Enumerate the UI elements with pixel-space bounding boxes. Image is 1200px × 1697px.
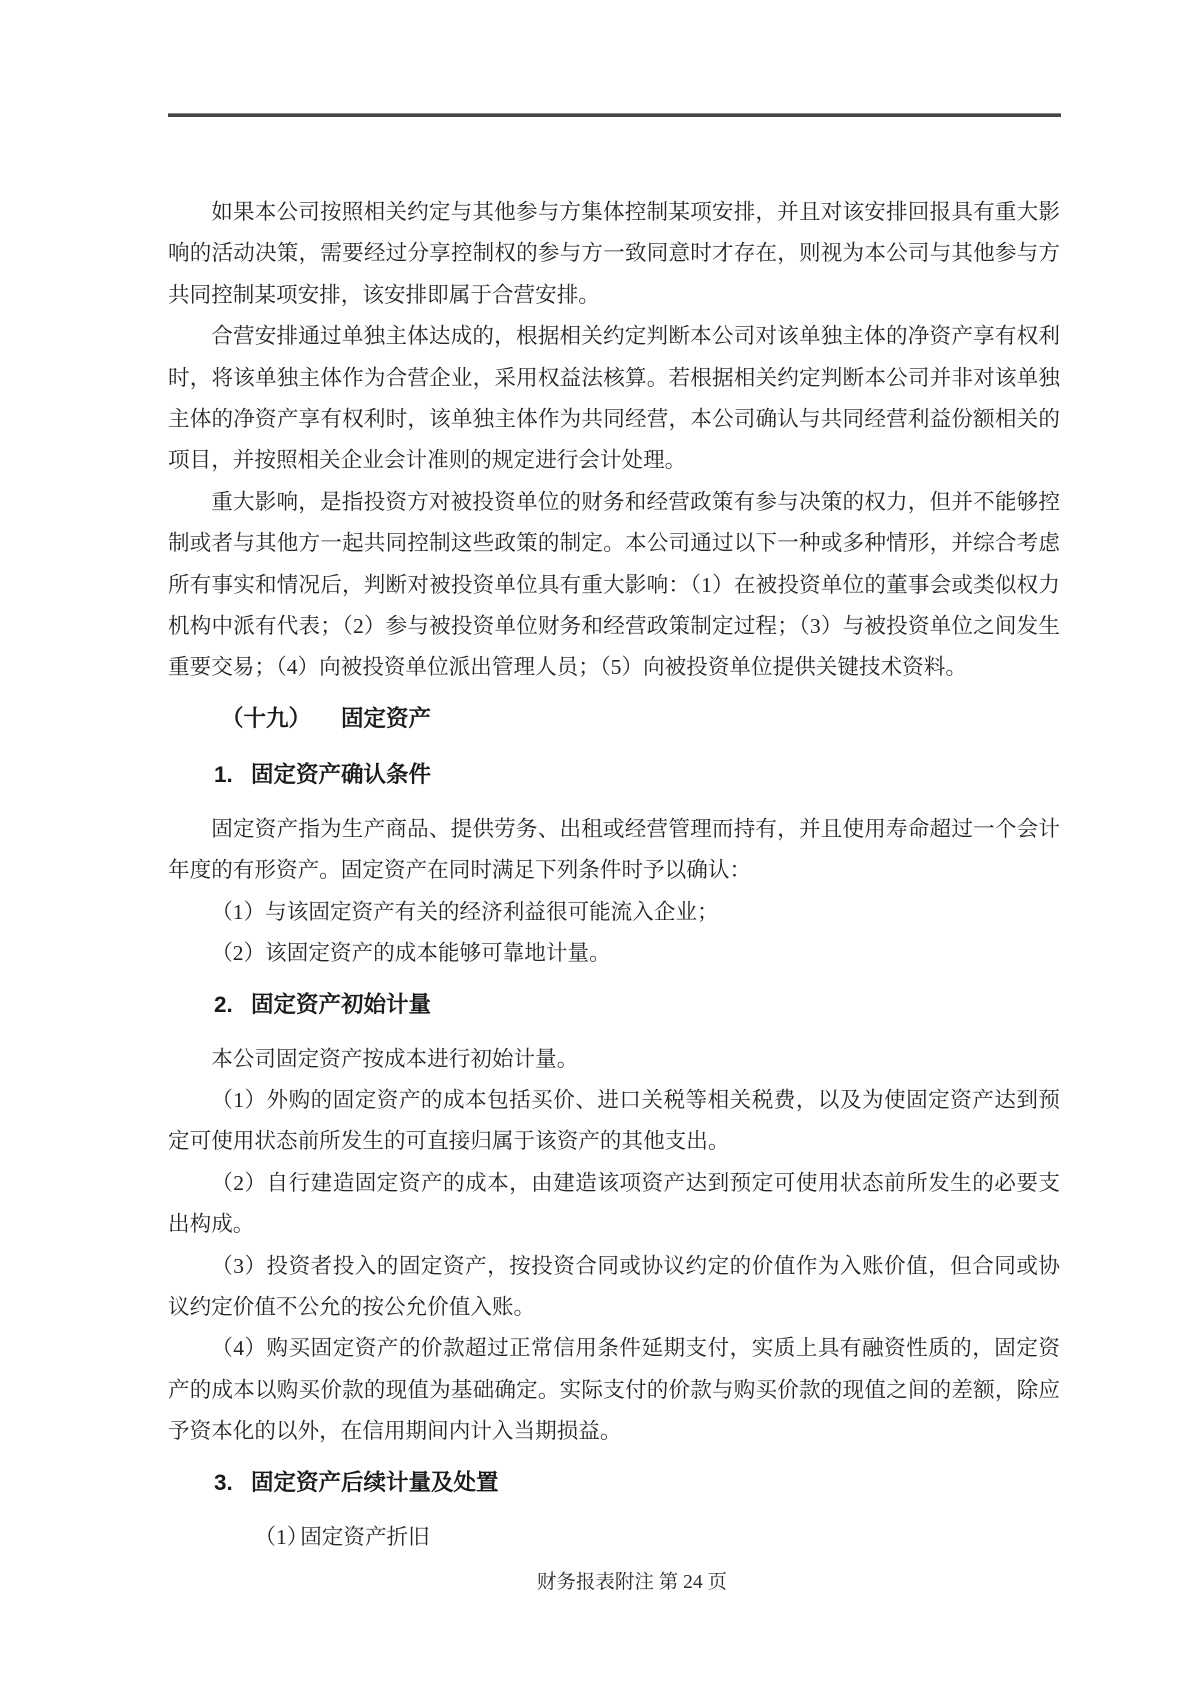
page-footer (186, 1570, 1078, 1596)
paragraph-fixed-asset-definition: 固定资产指为生产商品、提供劳务、出租或经营管理而持有，并且使用寿命超过一个会计年度的有形资产。固定资产在同时满足下列条件时予以确认： (168, 816, 1060, 883)
item-title: 固定资产折旧 (300, 1524, 430, 1549)
document-body (168, 192, 1060, 1558)
list-item-condition-1: （1）与该固定资产有关的经济利益很可能流入企业； (211, 899, 719, 924)
subsection-heading-subsequent-measurement (168, 1467, 1060, 1499)
header-rule (168, 113, 1061, 117)
paragraph-joint-control: 如果本公司按照相关约定与其他参与方集体控制某项安排，并且对该安排回报具有重大影响的活动决策，需要经过分享控制权的参与方一致同意时才存在，则视为本公司与其他参与方共同控制某项安排，该安排即属于合营安排。 (168, 200, 1060, 307)
section-title: 固定资产 (341, 705, 432, 731)
subsection-title: 固定资产后续计量及处置 (251, 1469, 499, 1495)
list-item-deferred-payment: （4）购买固定资产的价款超过正常信用条件延期支付，实质上具有融资性质的，固定资产的成本以购买价款的现值为基础确定。实际支付的价款与购买价款的现值之间的差额，除应予资本化的以外，在信用期间内计入当期损益。 (168, 1336, 1060, 1444)
paragraph-cost-basis: 本公司固定资产按成本进行初始计量。 (211, 1046, 579, 1071)
subsection-number: 2. (214, 991, 233, 1017)
subsection-heading-recognition (168, 759, 1060, 791)
paragraph-joint-venture: 合营安排通过单独主体达成的，根据相关约定判断本公司对该单独主体的净资产享有权利时，将该单独主体作为合营企业，采用权益法核算。若根据相关约定判断本公司并非对该单独主体的净资产享有权利时，该单独主体作为共同经营，本公司确认与共同经营利益份额相关的项目，并按照相关企业会计准则的规定进行会计处理。 (168, 324, 1060, 473)
list-item-self-constructed: （2）自行建造固定资产的成本，由建造该项资产达到预定可使用状态前所发生的必要支出构成。 (168, 1170, 1060, 1237)
item-heading-depreciation (168, 1517, 1060, 1558)
subsection-number: 1. (214, 761, 233, 787)
item-number: （1） (254, 1524, 309, 1549)
page-footer-text: 财务报表附注 第 24 页 (536, 1572, 728, 1593)
subsection-number: 3. (214, 1469, 233, 1495)
subsection-title: 固定资产确认条件 (251, 761, 432, 787)
subsection-title: 固定资产初始计量 (251, 991, 432, 1017)
section-heading-fixed-assets (168, 703, 1060, 735)
subsection-heading-initial-measurement (168, 989, 1060, 1021)
section-number: （十九） (221, 705, 312, 731)
list-item-purchased: （1）外购的固定资产的成本包括买价、进口关税等相关税费，以及为使固定资产达到预定可使用状态前所发生的可直接归属于该资产的其他支出。 (168, 1087, 1060, 1154)
list-item-investor-contributed: （3）投资者投入的固定资产，按投资合同或协议约定的价值作为入账价值，但合同或协议约定价值不公允的按公允价值入账。 (168, 1253, 1060, 1319)
list-item-condition-2: （2）该固定资产的成本能够可靠地计量。 (211, 941, 611, 966)
paragraph-significant-influence: 重大影响，是指投资方对被投资单位的财务和经营政策有参与决策的权力，但并不能够控制或者与其他方一起共同控制这些政策的制定。本公司通过以下一种或多种情形，并综合考虑所有事实和情况后，判断对被投资单位具有重大影响：（1）在被投资单位的董事会或类似权力机构中派有代表；（2）参与被投资单位财务和经营政策制定过程；（3）与被投资单位之间发生重要交易；（4）向被投资单位派出管理人员；（5）向被投资单位提供关键技术资料。 (168, 489, 1060, 680)
